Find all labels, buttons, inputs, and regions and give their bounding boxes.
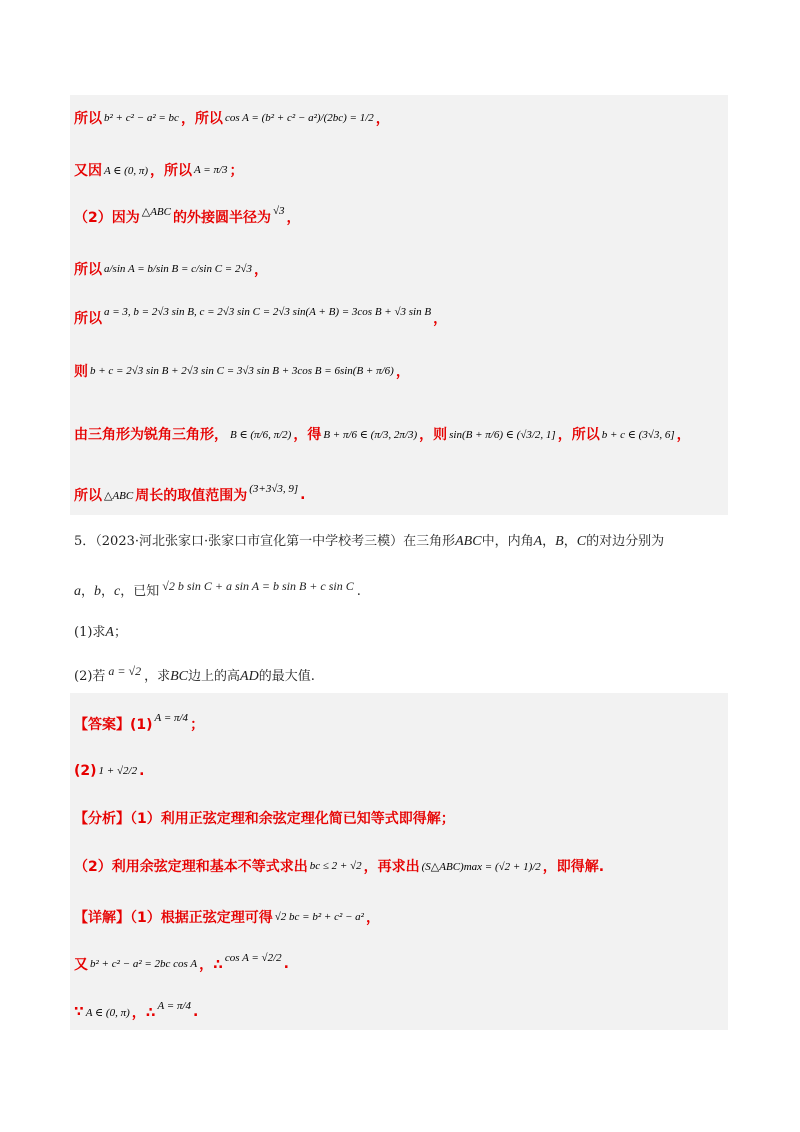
solution-line-5: 所以 a = 3, b = 2√3 sin B, c = 2√3 sin C = 2√3 sin(A + B) = 3cos B + √3 sin B ， (74, 306, 448, 327)
analysis-line-1: 【分析】（1）利用正弦定理和余弦定理化简已知等式即得解； (74, 811, 455, 827)
solution-line-8: 所以 △ABC 周长的取值范围为 (3+3√3, 9] . (74, 483, 306, 504)
answer-line-1: 【答案】(1) A = π/4 ； (74, 712, 205, 733)
problem-question-2: (2)若 a = √2 ，求BC边上的高AD的最大值. (74, 664, 315, 684)
solution-line-3: （2）因为 △ABC 的外接圆半径为 √3 ， (74, 205, 301, 226)
answer-line-2: (2) 1 + √2/2 . (74, 763, 145, 779)
solution-line-4: 所以 a/sin A = b/sin B = c/sin C = 2√3 ， (74, 262, 268, 278)
solution-line-6: 则 b + c = 2√3 sin B + 2√3 sin C = 3√3 sin B + 3cos B = 6sin(B + π/6) ， (74, 364, 410, 380)
solution-line-7: 由三角形为锐角三角形， B ∈ (π/6, π/2) ，得 B + π/6 ∈ (π/3, 2π/3) ，则 sin(B + π/6) ∈ (√3/2, 1] ，所以 b + c ∈ (3√3, 6] ， (74, 427, 691, 443)
problem-question-1: (1)求A； (74, 625, 127, 640)
solution-line-1: 所以 b² + c² − a² = bc ，所以 cos A = (b² + c² − a²)/(2bc) = 1/2 ， (74, 111, 390, 127)
solution-panel-top (70, 95, 728, 515)
detail-line-1: 【详解】（1）根据正弦定理可得 √2 bc = b² + c² − a² ， (74, 910, 380, 926)
detail-line-3: ∵ A ∈ (0, π) ，∴ A = π/4 . (74, 1000, 199, 1021)
solution-line-2: 又因 A ∈ (0, π) ，所以 A = π/3 ； (74, 163, 244, 179)
detail-line-2: 又 b² + c² − a² = 2bc cos A ，∴ cos A = √2/2 . (74, 952, 289, 973)
problem-line-1: 5．（2023·河北张家口·张家口市宣化第一中学校考三模）在三角形ABC中，内角A，B，C的对边分别为 (74, 534, 665, 549)
analysis-line-2: （2）利用余弦定理和基本不等式求出 bc ≤ 2 + √2 ，再求出 (S△ABC)max = (√2 + 1)/2 ，即得解. (74, 859, 605, 875)
problem-line-2: a，b，c，已知 √2 b sin C + a sin A = b sin B + c sin C . (74, 579, 361, 599)
